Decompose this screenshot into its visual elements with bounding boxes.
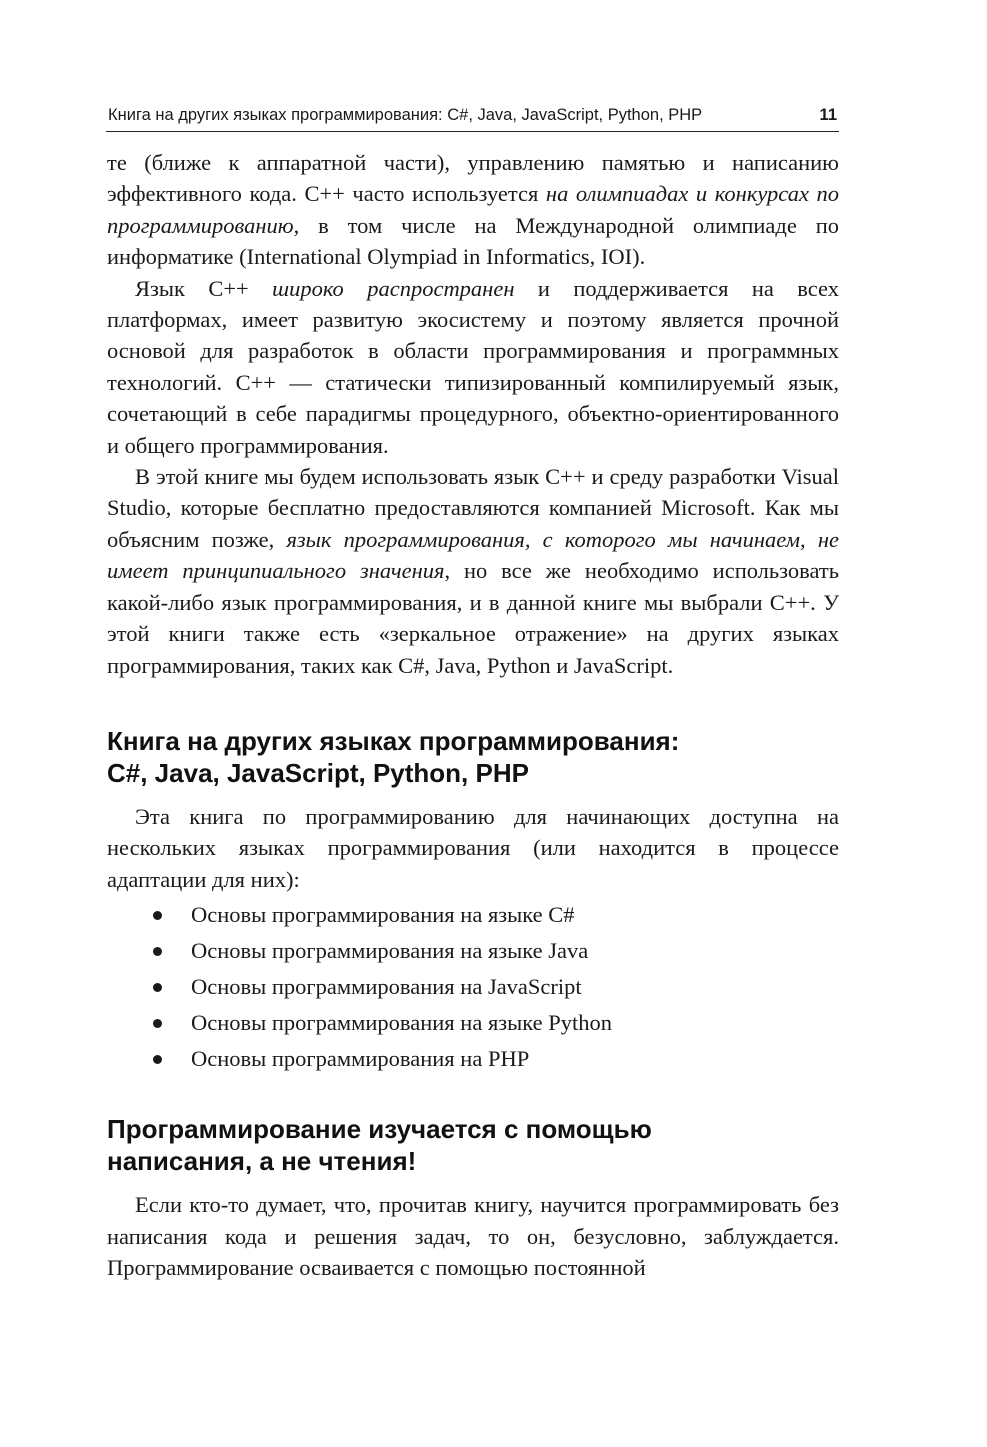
paragraph-3-emphasis: язык программирования, с которого мы начинаем, не имеет принципиального значения — [107, 526, 839, 584]
list-item — [107, 969, 839, 1005]
bullet-icon — [153, 983, 162, 992]
page-body — [107, 147, 839, 1283]
bullet-icon — [153, 947, 162, 956]
section-heading-line: Книга на других языках программирования: — [107, 725, 680, 756]
paragraph-2-emphasis: широко распространен — [272, 275, 515, 301]
paragraph-2 — [107, 273, 839, 461]
list-item — [107, 1041, 839, 1077]
section-2-text: Если кто-то думает, что, прочитав книгу, научится программировать без написания кода и решения задач, то он, безусловно, заблуждается. Программирование осваивается с помощью постоянной — [107, 1192, 839, 1280]
section-1-intro: Эта книга по программированию для начинающих доступна на нескольких языках программирования (или находится в процессе адаптации для них): — [107, 803, 839, 892]
paragraph-1 — [107, 147, 839, 273]
list-item-text: Основы программирования на языке Python — [191, 1010, 613, 1036]
bullet-icon — [153, 911, 162, 920]
bullet-icon — [153, 1055, 162, 1064]
list-item — [107, 933, 839, 969]
paragraph-1-text: те (ближе к аппаратной части), управлению памятью и написанию эффективного кода. C++ часто используется — [107, 150, 839, 207]
paragraph-1-tail: , в том числе на Международной олимпиаде по информатике (International Olympiad in Informatics, IOI). — [107, 212, 839, 270]
running-header — [106, 106, 839, 132]
paragraph-2-text: Язык C++ — [135, 275, 273, 301]
list-item-text: Основы программирования на языке C# — [191, 902, 575, 928]
list-item — [107, 897, 839, 933]
list-item-text: Основы программирования на PHP — [191, 1046, 530, 1072]
page-number: 11 — [819, 106, 837, 124]
bullet-icon — [153, 1019, 162, 1028]
list-item — [107, 1005, 839, 1041]
section-heading-learn-by-writing — [107, 1113, 839, 1177]
paragraph-3 — [107, 461, 839, 681]
paragraph-3-tail: , но все же необходимо использовать какой-либо язык программирования, и в данной книге мы выбрали C++. У этой книги также есть «зеркальное отражение» на других языках программирования, таких как C#, Java, Python и JavaScript. — [107, 558, 840, 678]
section-heading-line: C#, Java, JavaScript, Python, PHP — [107, 757, 529, 788]
paragraph-1-emphasis: на олимпиадах и конкурсах по программированию — [107, 181, 839, 238]
paragraph-2-tail: и поддерживается на всех платформах, имеет развитую экосистему и поэтому является прочной основой для разработок в области программирования и программных технологий. C++ — статически типизированный компилируемый язык, сочетающий в себе парадигмы процедурного, объектно-ориентированного и общего программирования. — [107, 275, 839, 458]
language-list — [107, 897, 839, 1077]
running-header-title: Книга на других языках программирования: C#, Java, JavaScript, Python, PHP — [108, 106, 703, 124]
paragraph-3-text: В этой книге мы будем использовать язык C++ и среду разработки Visual Studio, которые бесплатно предоставляются компанией Microsoft. Как мы объясним позже, — [107, 464, 839, 552]
section-heading-other-languages — [107, 725, 839, 789]
list-item-text: Основы программирования на языке Java — [191, 938, 589, 964]
section-heading-line: написания, а не чтения! — [107, 1146, 417, 1177]
section-heading-line: Программирование изучается с помощью — [107, 1114, 652, 1145]
list-item-text: Основы программирования на JavaScript — [191, 974, 582, 1000]
